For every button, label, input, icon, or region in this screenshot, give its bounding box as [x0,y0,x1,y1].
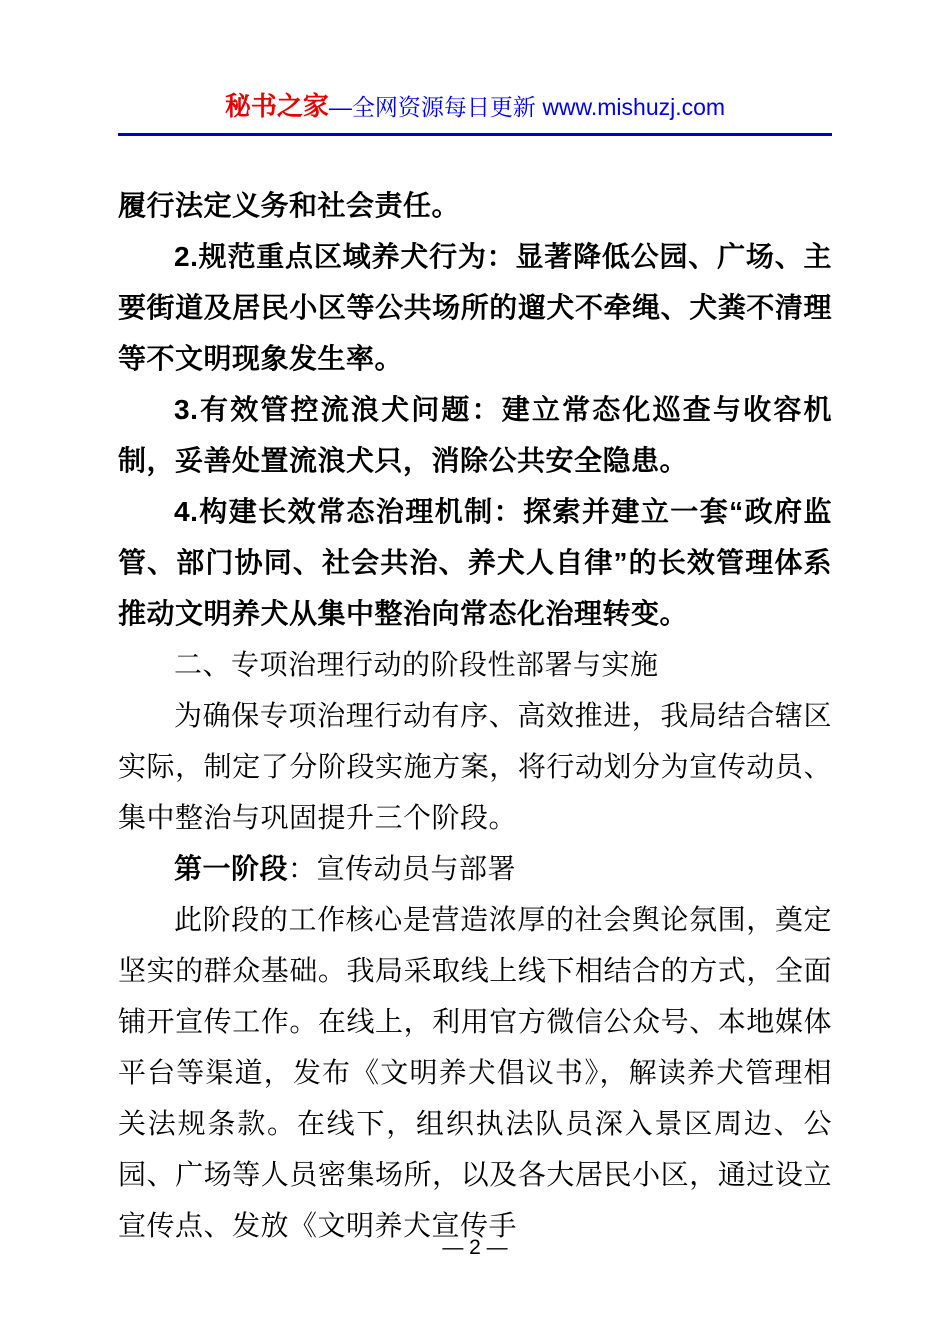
stage-one-title: ：宣传动员与部署 [288,853,517,884]
paragraph-continuation: 履行法定义务和社会责任。 [118,190,461,221]
section-heading-2: 二、专项治理行动的阶段性部署与实施 [174,649,659,680]
site-brand: 秘书之家 [224,91,329,121]
stage-one-heading [118,843,832,894]
page-header [0,0,950,123]
paragraph-plan-overview: 为确保专项治理行动有序、高效推进，我局结合辖区实际，制定了分阶段实施方案，将行动划分为宣传动员、集中整治与巩固提升三个阶段。 [118,700,832,833]
stage-one-label: 第一阶段 [174,853,289,884]
paragraph-goal-4: 4.构建长效常态治理机制：探索并建立一套“政府监管、部门协同、社会共治、养犬人自律”的长效管理体系推动文明养犬从集中整治向常态化治理转变。 [118,496,832,629]
page-number: — 2 — [442,1236,508,1259]
header-divider [118,133,832,136]
paragraph-goal-3: 3.有效管控流浪犬问题：建立常态化巡查与收容机制，妥善处置流浪犬只，消除公共安全隐患。 [118,394,832,476]
site-url: www.mishuzj.com [542,94,726,120]
document-body [118,180,832,1251]
paragraph-stage-one-detail: 此阶段的工作核心是营造浓厚的社会舆论氛围，奠定坚实的群众基础。我局采取线上线下相结合的方式，全面铺开宣传工作。在线上，利用官方微信公众号、本地媒体平台等渠道，发布《文明养犬倡议书》，解读养犬管理相关法规条款。在线下，组织执法队员深入景区周边、公园、广场等人员密集场所，以及各大居民小区，通过设立宣传点、发放《文明养犬宣传手 [118,904,832,1241]
site-tagline: —全网资源每日更新 [328,94,543,120]
paragraph-goal-2: 2.规范重点区域养犬行为：显著降低公园、广场、主要街道及居民小区等公共场所的遛犬不牵绳、犬粪不清理等不文明现象发生率。 [118,241,832,374]
